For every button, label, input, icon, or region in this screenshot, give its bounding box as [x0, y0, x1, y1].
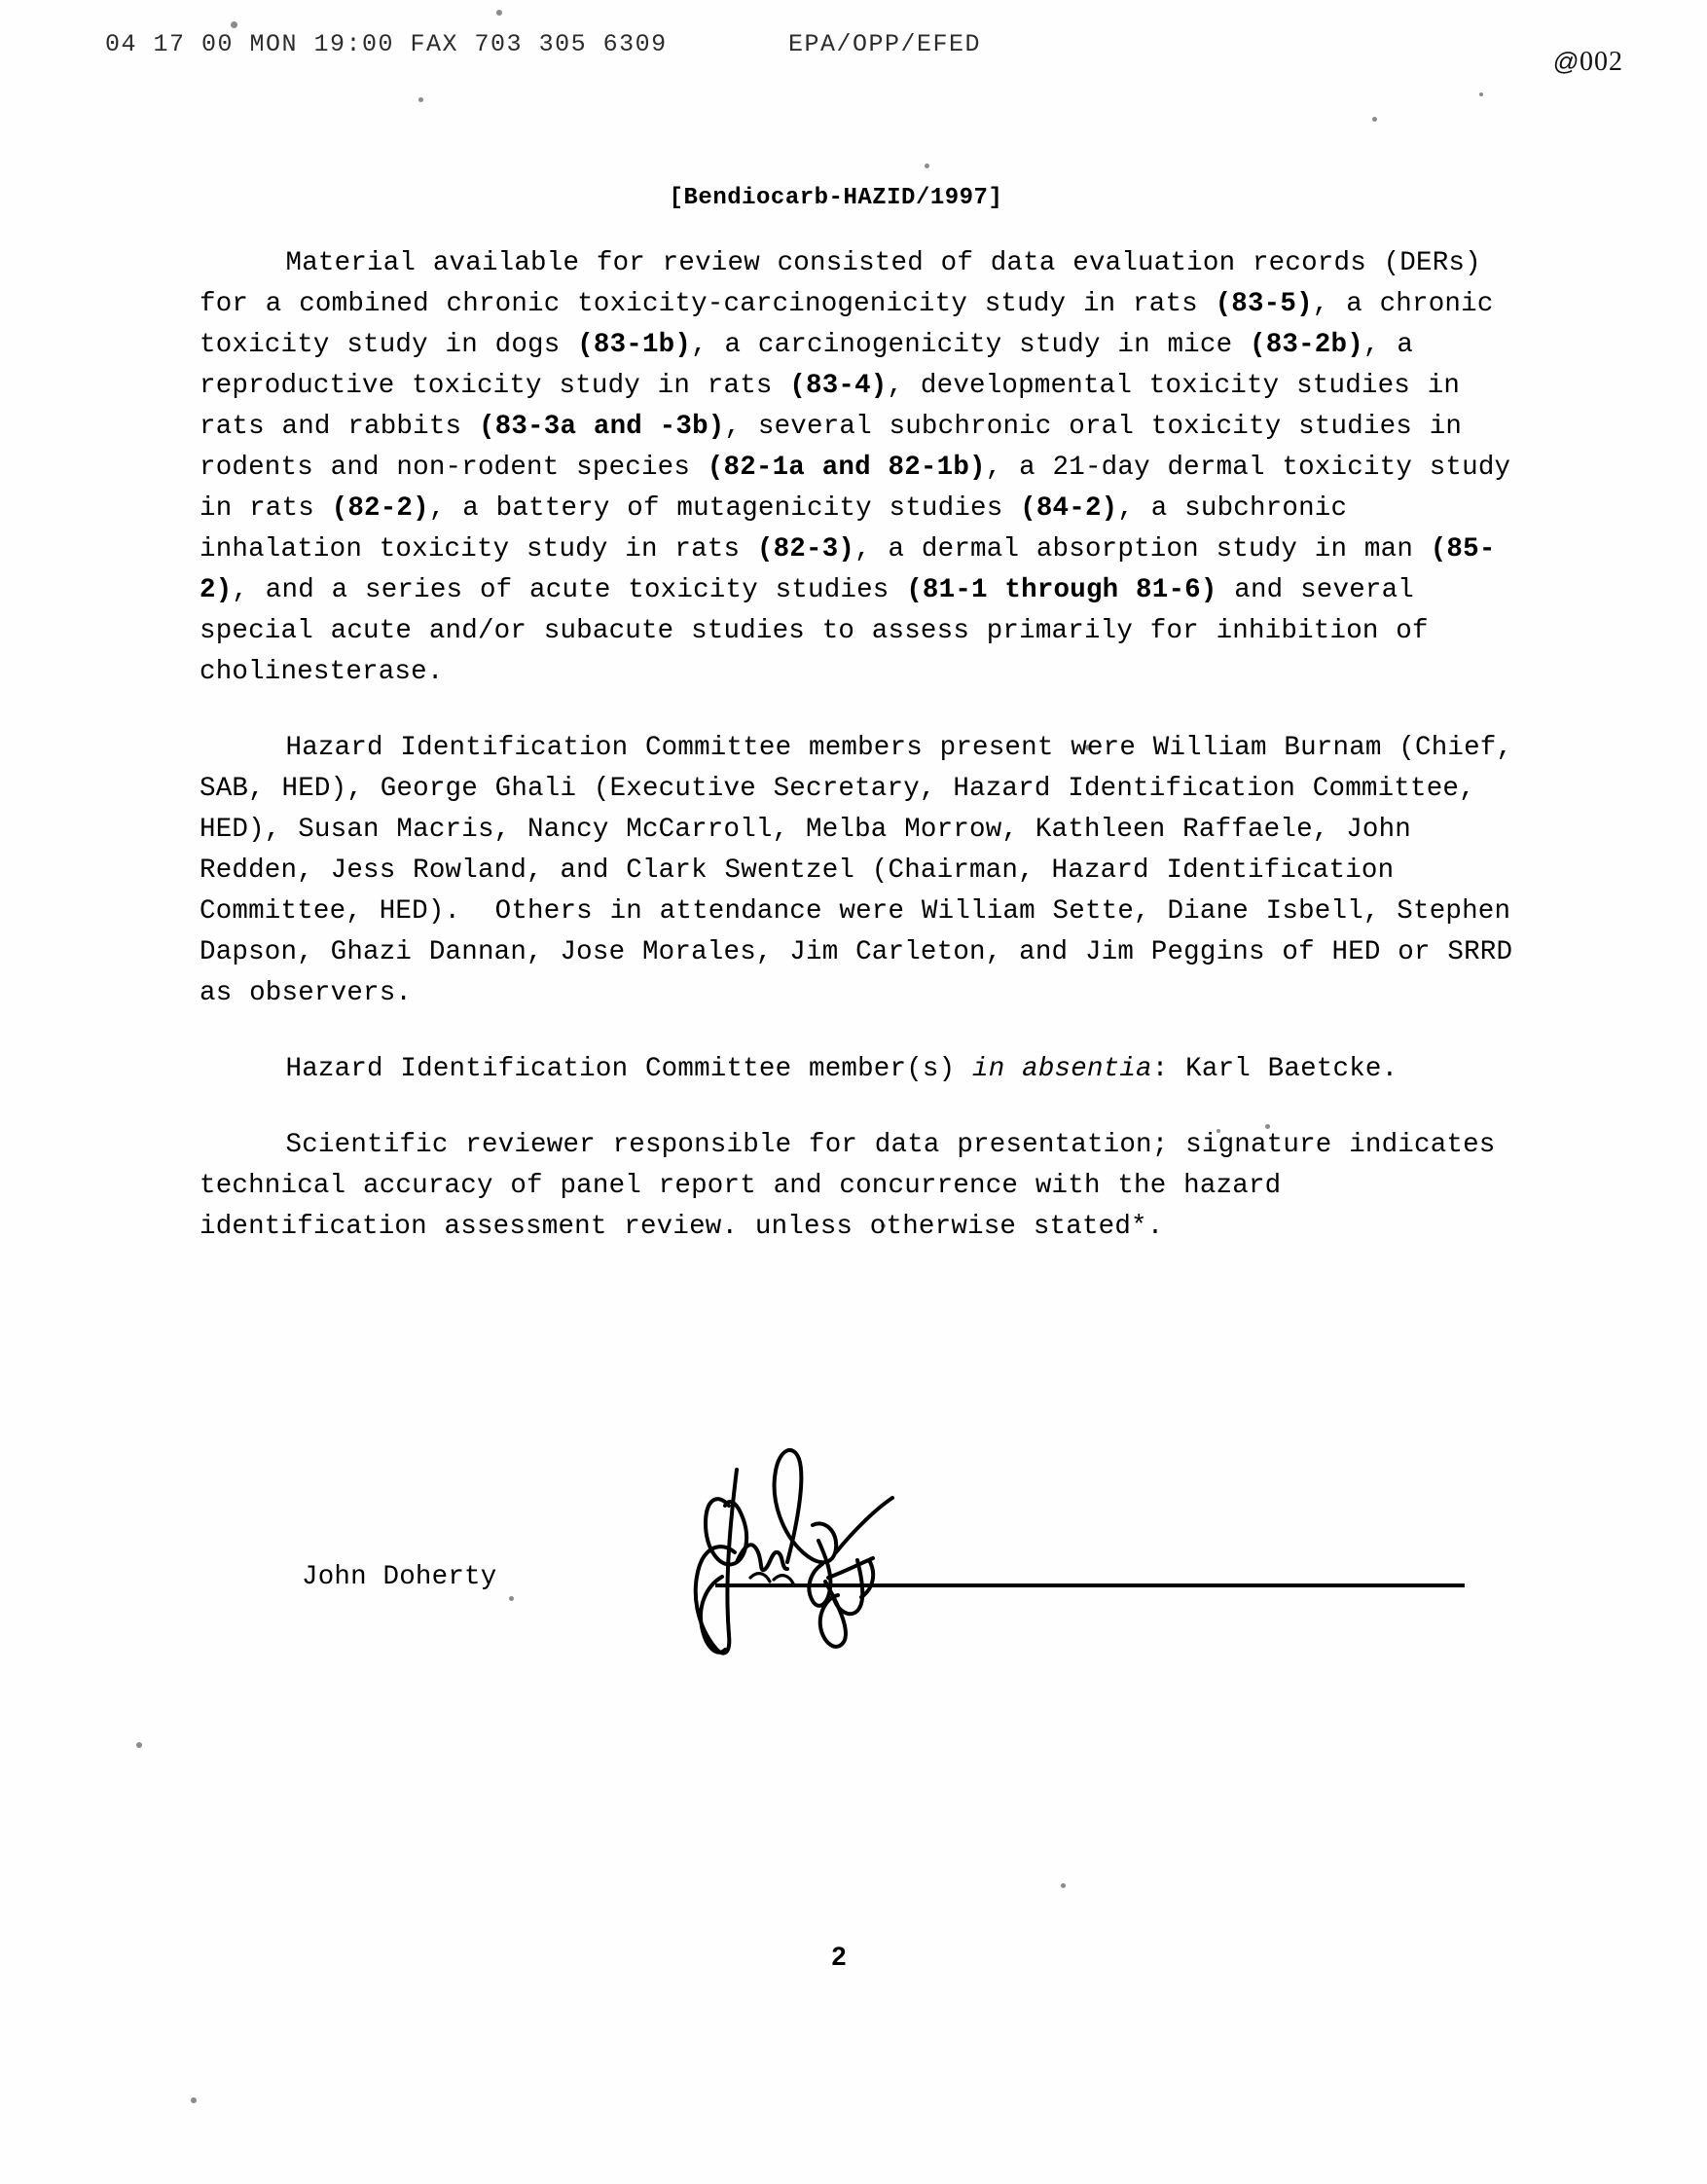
signature-block: [200, 1416, 1523, 1669]
paragraph-materials-reviewed: Material available for review consisted of data evaluation records (DERs) for a combined chronic toxicity-carcinogenicity study in rats (83-5), a chronic toxicity study in dogs (83-1b), a carcinogenicity study in mice (83-2b), a reproductive toxicity study in rats (83-4), developmental toxicity studies in rats and rabbits (83-3a and -3b), several subchronic oral toxicity studies in rodents and non-rodent species (82-1a and 82-1b), a 21-day dermal toxicity study in rats (82-2), a battery of mutagenicity studies (84-2), a subchronic inhalation toxicity study in rats (82-3), a dermal absorption study in man (85-2), and a series of acute toxicity studies (81-1 through 81-6) and several special acute and/or subacute studies to assess primarily for inhibition of cholinesterase.: [200, 248, 1528, 687]
paragraph-committee-members-absent: Hazard Identification Committee member(s) in absentia: Karl Baetcke.: [200, 1054, 1398, 1084]
scan-speck: [1372, 117, 1377, 122]
fax-page-counter-value: 002: [1580, 47, 1623, 77]
page-number: 2: [831, 1942, 847, 1971]
scan-speck: [418, 97, 423, 102]
scan-speck: [1479, 92, 1483, 96]
scan-speck: [1061, 1883, 1066, 1888]
fax-agency-label: EPA/OPP/EFED: [788, 30, 982, 58]
signatory-name: John Doherty: [302, 1562, 497, 1592]
scan-speck: [191, 2097, 197, 2103]
document-subject-title: [Bendiocarb-HAZID/1997]: [669, 185, 1003, 211]
fax-page-counter: [1553, 47, 1623, 78]
scan-speck: [925, 164, 929, 168]
paragraph-committee-members-present: Hazard Identification Committee members present were William Burnam (Chief, SAB, HED), George Ghali (Executive Secretary, Hazard Identification Committee, HED), Susan Macris, Nancy McCarroll, Melba Morrow, Kathleen Raffaele, John Redden, Jess Rowland, and Clark Swentzel (Chairman, Hazard Identification Committee, HED). Others in attendance were William Sette, Diane Isbell, Stephen Dapson, Ghazi Dannan, Jose Morales, Jim Carleton, and Jim Peggins of HED or SRRD as observers.: [200, 733, 1530, 1008]
fax-header-strip: [0, 30, 1707, 80]
scan-speck: [496, 10, 502, 16]
fax-timestamp-stamp: 04 17 00 MON 19:00 FAX 703 305 6309: [105, 30, 668, 58]
at-symbol-icon: @: [1551, 47, 1581, 76]
scan-speck: [136, 1742, 142, 1748]
document-body: [200, 243, 1530, 1283]
handwritten-signature-icon: [628, 1416, 1036, 1659]
scan-speck: [231, 21, 237, 28]
paragraph-scientific-reviewer-statement: Scientific reviewer responsible for data presentation; signature indicates technical accuracy of panel report and concurrence with the hazard identification assessment review. unless otherwise stated*.: [200, 1130, 1513, 1242]
